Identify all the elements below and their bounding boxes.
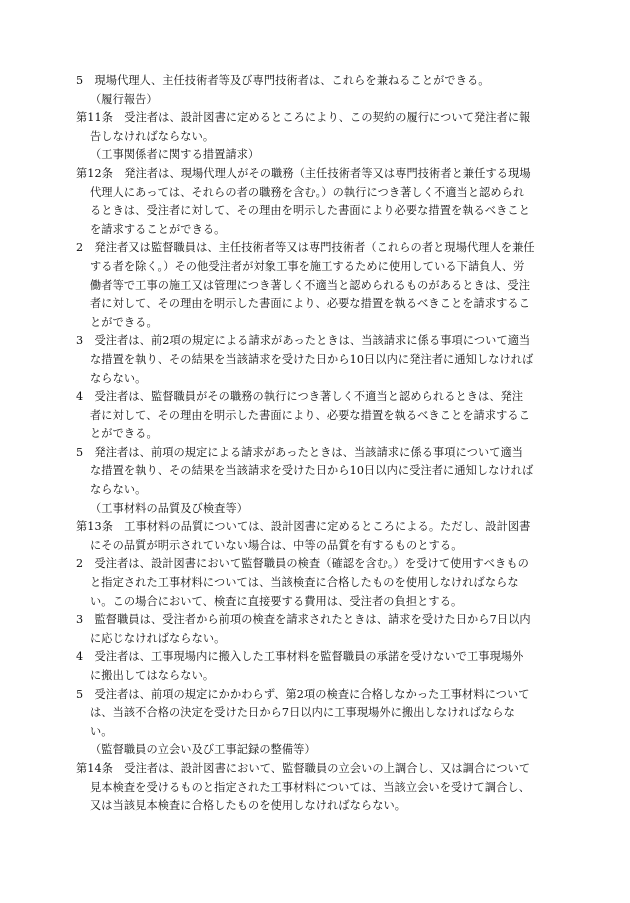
text-line: 者に対して、その理由を明示した書面により、必要な措置を執るべきことを請求するこ (90, 408, 530, 422)
text-line: 第13条 工事材料の品質については、設計図書に定めるところによる。ただし、設計図書 (76, 520, 531, 534)
text-line: 働者等で工事の施工又は管理につき著しく不適当と認められるものがあるときは、受注 (90, 278, 530, 292)
text-line: 者に対して、その理由を明示した書面により、必要な措置を執るべきことを請求するこ (90, 297, 530, 311)
text-line: 5 発注者は、前項の規定による請求があったときは、当該請求に係る事項について適当 (76, 445, 524, 459)
text-line: 2 発注者又は監督職員は、主任技術者等又は専門技術者（これらの者と現場代理人を兼任 (76, 241, 535, 255)
text-line: い。この場合において、検査に直接要する費用は、受注者の負担とする。 (90, 594, 463, 608)
text-line: 3 監督職員は、受注者から前項の検査を請求されたときは、請求を受けた日から7日以内 (76, 613, 531, 627)
text-line: 又は当該見本検査に合格したものを使用しなければならない。 (90, 799, 407, 813)
text-line: を請求することができる。 (90, 222, 226, 236)
text-line: ならない。 (90, 483, 147, 497)
text-line: とができる。 (90, 315, 158, 329)
text-line: い。 (90, 724, 113, 738)
text-line: 3 受注者は、前2項の規定による請求があったときは、当該請求に係る事項について適当 (76, 334, 531, 348)
text-line: な措置を執り、その結果を当該請求を受けた日から10日以内に発注者に通知しなければ (90, 352, 534, 366)
text-line: 第11条 受注者は、設計図書に定めるところにより、この契約の履行について発注者に報 (76, 111, 531, 125)
text-line: な措置を執り、その結果を当該請求を受けた日から10日以内に受注者に通知しなければ (90, 464, 534, 478)
text-line: 5 現場代理人、主任技術者等及び専門技術者は、これらを兼ねることができる。 (76, 74, 490, 87)
text-line: に応じなければならない。 (90, 631, 226, 645)
section-heading: （工事材料の品質及び検査等） (90, 501, 249, 515)
text-line: 5 受注者は、前項の規定にかかわらず、第2項の検査に合格しなかった工事材料について (76, 687, 530, 701)
text-line: する者を除く。）その他受注者が対象工事を施工するために使用している下請負人、労 (90, 259, 525, 273)
text-line: ならない。 (90, 371, 147, 385)
text-line: は、当該不合格の決定を受けた日から7日以内に工事現場外に搬出しなければならな (90, 706, 515, 720)
text-line: 第12条 発注者は、現場代理人がその職務（主任技術者等又は専門技術者と兼任する現場 (76, 166, 531, 180)
text-line: 2 受注者は、設計図書において監督職員の検査（確認を含む。）を受けて使用すべきもの (76, 557, 529, 571)
text-line: 見本検査を受けるものと指定された工事材料については、当該立会いを受けて調合し、 (90, 780, 530, 794)
text-line: とができる。 (90, 427, 158, 441)
text-line: 告しなければならない。 (90, 129, 215, 143)
text-line: 4 受注者は、工事現場内に搬入した工事材料を監督職員の承諾を受けないで工事現場外 (76, 650, 524, 664)
text-line: 4 受注者は、監督職員がその職務の執行につき著しく不適当と認められるときは、発注 (76, 390, 524, 404)
text-line: にその品質が明示されていない場合は、中等の品質を有するものとする。 (90, 538, 463, 552)
text-line: 第14条 受注者は、設計図書において、監督職員の立会いの上調合し、又は調合について (76, 761, 531, 775)
section-heading: （工事関係者に関する措置請求） (90, 148, 260, 162)
text-line: と指定された工事材料については、当該検査に合格したものを使用しなければならな (90, 576, 519, 590)
text-line: に搬出してはならない。 (90, 669, 215, 682)
text-line: るときは、受注者に対して、その理由を明示した書面により必要な措置を執るべきこと (90, 204, 530, 218)
document-body (0, 72, 630, 816)
section-heading: （履行報告） (90, 92, 158, 106)
section-heading: （監督職員の立会い及び工事記録の整備等） (90, 743, 316, 757)
text-line: 代理人にあっては、それらの者の職務を含む。）の執行につき著しく不適当と認められ (90, 185, 525, 199)
